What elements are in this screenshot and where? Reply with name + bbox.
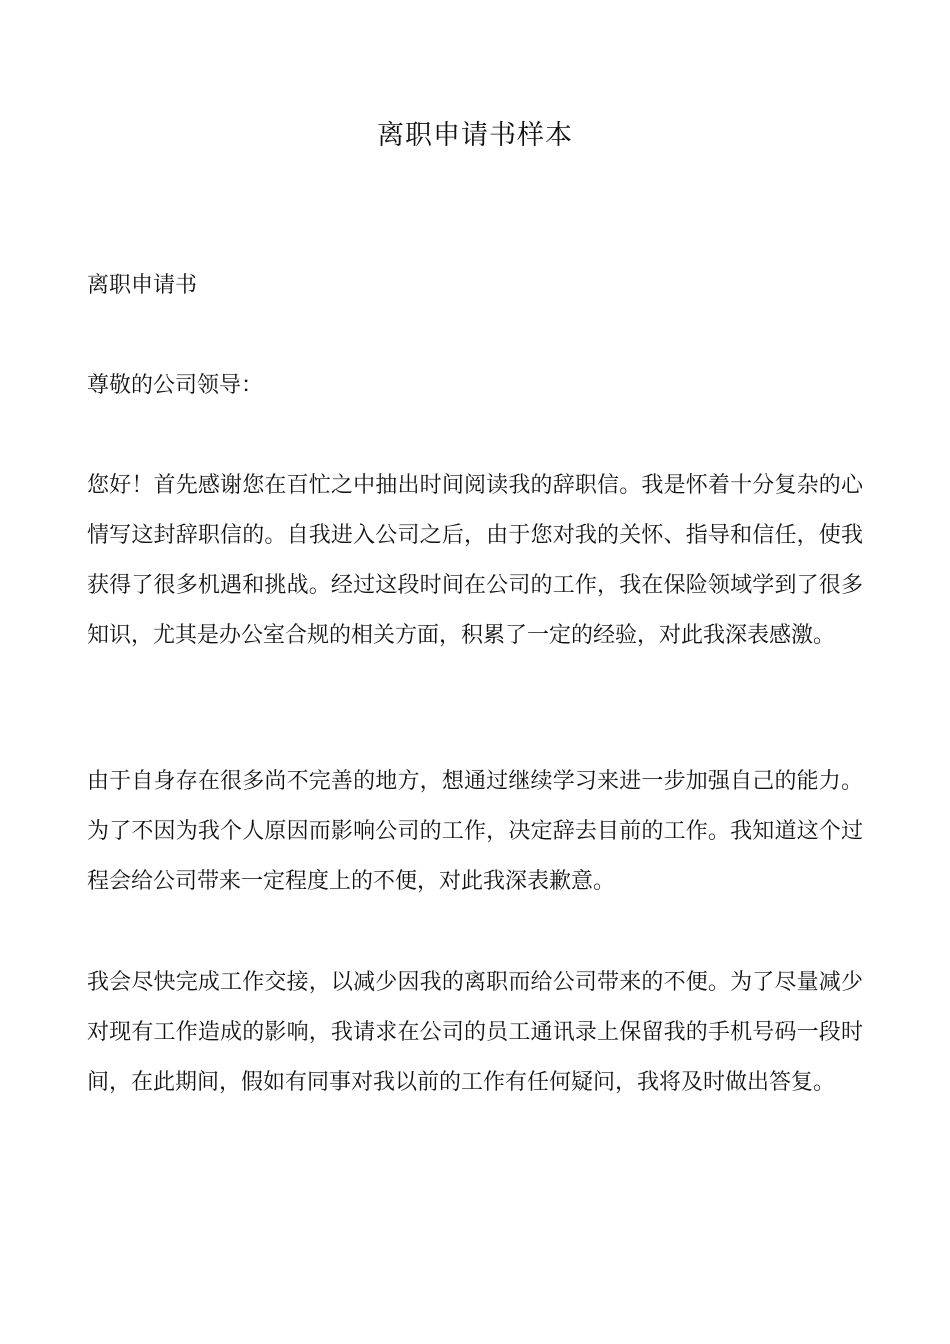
body-paragraph-1: 您好！首先感谢您在百忙之中抽出时间阅读我的辞职信。我是怀着十分复杂的心情写这封辞职信的。自我进入公司之后，由于您对我的关怀、指导和信任，使我获得了很多机遇和挑战。经过这段时间在公司的工作，我在保险领域学到了很多知识，尤其是办公室合规的相关方面，积累了一定的经验，对此我深表感激。 bbox=[87, 473, 863, 648]
body-paragraph-3: 我会尽快完成工作交接，以减少因我的离职而给公司带来的不便。为了尽量减少对现有工作造成的影响，我请求在公司的员工通讯录上保留我的手机号码一段时间，在此期间，假如有同事对我以前的工作有任何疑问，我将及时做出答复。 bbox=[87, 970, 863, 1095]
letter-heading: 离职申请书 bbox=[87, 273, 198, 298]
letter-salutation: 尊敬的公司领导： bbox=[87, 373, 264, 398]
document-title: 离职申请书样本 bbox=[377, 120, 573, 151]
body-paragraph-2: 由于自身存在很多尚不完善的地方，想通过继续学习来进一步加强自己的能力。为了不因为我个人原因而影响公司的工作，决定辞去目前的工作。我知道这个过程会给公司带来一定程度上的不便，对此我深表歉意。 bbox=[87, 769, 863, 894]
